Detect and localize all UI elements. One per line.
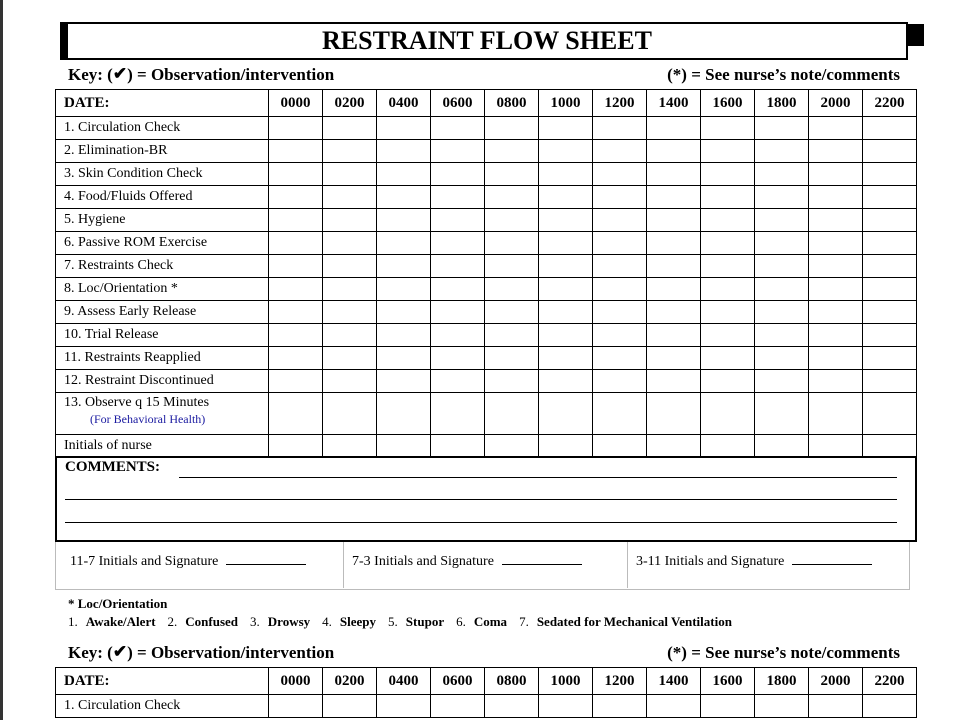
check-icon: ✔ xyxy=(112,642,128,661)
entry-cell[interactable] xyxy=(863,393,917,435)
row-label: 5. Hygiene xyxy=(56,209,269,232)
table-row xyxy=(56,435,917,458)
entry-cell[interactable] xyxy=(323,255,377,278)
entry-cell[interactable] xyxy=(377,278,431,301)
time-header-1400: 1400 xyxy=(647,668,701,695)
entry-cell[interactable] xyxy=(269,140,323,163)
entry-cell[interactable] xyxy=(809,163,863,186)
entry-cell[interactable] xyxy=(593,140,647,163)
check-icon: ✔ xyxy=(112,64,128,83)
entry-cell[interactable] xyxy=(323,232,377,255)
entry-cell[interactable] xyxy=(701,695,755,718)
entry-cell[interactable] xyxy=(755,278,809,301)
time-header-1000: 1000 xyxy=(539,668,593,695)
entry-cell[interactable] xyxy=(269,209,323,232)
entry-cell[interactable] xyxy=(809,278,863,301)
entry-cell[interactable] xyxy=(539,209,593,232)
comment-line[interactable] xyxy=(65,522,897,523)
entry-cell[interactable] xyxy=(431,370,485,393)
time-header-1200: 1200 xyxy=(593,90,647,117)
loc-item: 6. Coma xyxy=(456,614,508,629)
comments-box xyxy=(55,456,917,542)
signature-section xyxy=(55,542,910,590)
entry-cell[interactable] xyxy=(431,186,485,209)
entry-cell[interactable] xyxy=(269,163,323,186)
entry-cell[interactable] xyxy=(593,435,647,458)
entry-cell[interactable] xyxy=(377,695,431,718)
time-header-0200: 0200 xyxy=(323,90,377,117)
entry-cell[interactable] xyxy=(593,347,647,370)
entry-cell[interactable] xyxy=(701,347,755,370)
entry-cell[interactable] xyxy=(701,163,755,186)
key-legend-repeat xyxy=(68,642,900,664)
loc-item: 5. Stupor xyxy=(388,614,445,629)
signature-divider xyxy=(343,542,344,588)
time-header-row xyxy=(56,668,917,695)
time-header-0200: 0200 xyxy=(323,668,377,695)
entry-cell[interactable] xyxy=(539,393,593,435)
time-header-1000: 1000 xyxy=(539,90,593,117)
entry-cell[interactable] xyxy=(755,347,809,370)
entry-cell[interactable] xyxy=(701,117,755,140)
entry-cell[interactable] xyxy=(593,209,647,232)
entry-cell[interactable] xyxy=(593,301,647,324)
entry-cell[interactable] xyxy=(431,278,485,301)
entry-cell[interactable] xyxy=(485,232,539,255)
entry-cell[interactable] xyxy=(863,232,917,255)
entry-cell[interactable] xyxy=(755,255,809,278)
entry-cell[interactable] xyxy=(539,370,593,393)
entry-cell[interactable] xyxy=(863,140,917,163)
entry-cell[interactable] xyxy=(863,370,917,393)
entry-cell[interactable] xyxy=(539,695,593,718)
entry-cell[interactable] xyxy=(431,209,485,232)
entry-cell[interactable] xyxy=(323,209,377,232)
loc-item: 7. Sedated for Mechanical Ventilation xyxy=(519,614,732,629)
date-header: DATE: xyxy=(56,668,269,695)
time-header-0400: 0400 xyxy=(377,90,431,117)
entry-cell[interactable] xyxy=(593,695,647,718)
entry-cell[interactable] xyxy=(647,393,701,435)
entry-cell[interactable] xyxy=(269,117,323,140)
entry-cell[interactable] xyxy=(863,695,917,718)
entry-cell[interactable] xyxy=(539,117,593,140)
entry-cell[interactable] xyxy=(809,435,863,458)
entry-cell[interactable] xyxy=(863,163,917,186)
row-label: 10. Trial Release xyxy=(56,324,269,347)
loc-orientation-list xyxy=(68,614,744,630)
flow-sheet-table-second xyxy=(55,667,917,718)
entry-cell[interactable] xyxy=(323,347,377,370)
entry-cell[interactable] xyxy=(539,435,593,458)
time-header-1200: 1200 xyxy=(593,668,647,695)
time-header-1400: 1400 xyxy=(647,90,701,117)
entry-cell[interactable] xyxy=(539,301,593,324)
entry-cell[interactable] xyxy=(485,117,539,140)
entry-cell[interactable] xyxy=(647,370,701,393)
entry-cell[interactable] xyxy=(809,347,863,370)
entry-cell[interactable] xyxy=(701,370,755,393)
key-nurse-note: (*) = See nurse’s note/comments xyxy=(667,65,900,84)
signature-line[interactable] xyxy=(226,552,306,565)
time-header-2200: 2200 xyxy=(863,668,917,695)
entry-cell[interactable] xyxy=(647,278,701,301)
entry-cell[interactable] xyxy=(485,209,539,232)
entry-cell[interactable] xyxy=(755,140,809,163)
entry-cell[interactable] xyxy=(377,232,431,255)
signature-line[interactable] xyxy=(502,552,582,565)
key-nurse-note: (*) = See nurse’s note/comments xyxy=(667,643,900,662)
title-corner-mark xyxy=(908,24,924,46)
signature-11-7: 11-7 Initials and Signature xyxy=(70,542,306,588)
row-label: 3. Skin Condition Check xyxy=(56,163,269,186)
time-header-row xyxy=(56,90,917,117)
entry-cell[interactable] xyxy=(863,347,917,370)
row-label: 1. Circulation Check xyxy=(56,695,269,718)
entry-cell[interactable] xyxy=(647,140,701,163)
entry-cell[interactable] xyxy=(323,324,377,347)
entry-cell[interactable] xyxy=(647,301,701,324)
entry-cell[interactable] xyxy=(701,278,755,301)
entry-cell[interactable] xyxy=(485,435,539,458)
time-header-1800: 1800 xyxy=(755,90,809,117)
entry-cell[interactable] xyxy=(809,117,863,140)
entry-cell[interactable] xyxy=(755,209,809,232)
row-label: 11. Restraints Reapplied xyxy=(56,347,269,370)
table-row xyxy=(56,695,917,718)
entry-cell[interactable] xyxy=(431,163,485,186)
signature-line[interactable] xyxy=(792,552,872,565)
entry-cell[interactable] xyxy=(539,324,593,347)
time-header-0400: 0400 xyxy=(377,668,431,695)
entry-cell[interactable] xyxy=(323,370,377,393)
row-label: 1. Circulation Check xyxy=(56,117,269,140)
entry-cell[interactable] xyxy=(593,255,647,278)
comment-line[interactable] xyxy=(65,499,897,500)
entry-cell[interactable] xyxy=(377,163,431,186)
entry-cell[interactable] xyxy=(647,186,701,209)
time-header-0600: 0600 xyxy=(431,90,485,117)
entry-cell[interactable] xyxy=(701,232,755,255)
entry-cell[interactable] xyxy=(647,324,701,347)
entry-cell[interactable] xyxy=(701,209,755,232)
entry-cell[interactable] xyxy=(809,186,863,209)
entry-cell[interactable] xyxy=(431,695,485,718)
behavioral-health-note: (For Behavioral Health) xyxy=(90,412,206,426)
entry-cell[interactable] xyxy=(539,140,593,163)
entry-cell[interactable] xyxy=(323,163,377,186)
page-title: RESTRAINT FLOW SHEET xyxy=(60,22,908,60)
row-label: 6. Passive ROM Exercise xyxy=(56,232,269,255)
entry-cell[interactable] xyxy=(269,347,323,370)
entry-cell[interactable] xyxy=(323,393,377,435)
table-row xyxy=(56,186,917,209)
entry-cell[interactable] xyxy=(755,435,809,458)
entry-cell[interactable] xyxy=(809,255,863,278)
entry-cell[interactable] xyxy=(647,347,701,370)
entry-cell[interactable] xyxy=(863,435,917,458)
signature-3-11: 3-11 Initials and Signature xyxy=(636,542,872,588)
entry-cell[interactable] xyxy=(863,209,917,232)
comments-label: COMMENTS: xyxy=(65,459,160,475)
time-header-0800: 0800 xyxy=(485,90,539,117)
entry-cell[interactable] xyxy=(755,695,809,718)
loc-item: 2. Confused xyxy=(167,614,239,629)
entry-cell[interactable] xyxy=(755,186,809,209)
key-observation: Key: (✔) = Observation/intervention xyxy=(68,642,335,662)
entry-cell[interactable] xyxy=(377,370,431,393)
entry-cell[interactable] xyxy=(269,695,323,718)
entry-cell[interactable] xyxy=(377,347,431,370)
entry-cell[interactable] xyxy=(269,255,323,278)
entry-cell[interactable] xyxy=(431,232,485,255)
entry-cell[interactable] xyxy=(593,393,647,435)
row-label: 4. Food/Fluids Offered xyxy=(56,186,269,209)
table-row xyxy=(56,301,917,324)
entry-cell[interactable] xyxy=(485,163,539,186)
entry-cell[interactable] xyxy=(647,255,701,278)
entry-cell[interactable] xyxy=(863,278,917,301)
time-header-2000: 2000 xyxy=(809,90,863,117)
entry-cell[interactable] xyxy=(431,347,485,370)
entry-cell[interactable] xyxy=(701,140,755,163)
entry-cell[interactable] xyxy=(485,393,539,435)
entry-cell[interactable] xyxy=(431,393,485,435)
row-label: 13. Observe q 15 Minutes (For Behavioral Health) xyxy=(56,393,269,435)
entry-cell[interactable] xyxy=(863,301,917,324)
entry-cell[interactable] xyxy=(269,393,323,435)
entry-cell[interactable] xyxy=(431,324,485,347)
entry-cell[interactable] xyxy=(701,435,755,458)
entry-cell[interactable] xyxy=(701,186,755,209)
key-observation: Key: (✔) = Observation/intervention xyxy=(68,64,335,84)
table-row xyxy=(56,370,917,393)
entry-cell[interactable] xyxy=(269,324,323,347)
entry-cell[interactable] xyxy=(809,301,863,324)
entry-cell[interactable] xyxy=(485,140,539,163)
entry-cell[interactable] xyxy=(593,186,647,209)
entry-cell[interactable] xyxy=(269,186,323,209)
entry-cell[interactable] xyxy=(269,301,323,324)
row-label: 9. Assess Early Release xyxy=(56,301,269,324)
entry-cell[interactable] xyxy=(755,301,809,324)
table-row xyxy=(56,232,917,255)
entry-cell[interactable] xyxy=(647,695,701,718)
entry-cell[interactable] xyxy=(755,163,809,186)
entry-cell[interactable] xyxy=(593,278,647,301)
date-header: DATE: xyxy=(56,90,269,117)
time-header-0800: 0800 xyxy=(485,668,539,695)
entry-cell[interactable] xyxy=(323,278,377,301)
signature-divider xyxy=(627,542,628,588)
entry-cell[interactable] xyxy=(701,255,755,278)
row-label: 12. Restraint Discontinued xyxy=(56,370,269,393)
table-row xyxy=(56,393,917,435)
entry-cell[interactable] xyxy=(269,370,323,393)
entry-cell[interactable] xyxy=(485,255,539,278)
entry-cell[interactable] xyxy=(377,435,431,458)
table-row xyxy=(56,117,917,140)
entry-cell[interactable] xyxy=(701,393,755,435)
entry-cell[interactable] xyxy=(863,255,917,278)
entry-cell[interactable] xyxy=(809,140,863,163)
entry-cell[interactable] xyxy=(269,232,323,255)
table-row xyxy=(56,347,917,370)
entry-cell[interactable] xyxy=(539,186,593,209)
entry-cell[interactable] xyxy=(431,117,485,140)
table-row xyxy=(56,255,917,278)
entry-cell[interactable] xyxy=(485,324,539,347)
row-label: 7. Restraints Check xyxy=(56,255,269,278)
entry-cell[interactable] xyxy=(323,140,377,163)
entry-cell[interactable] xyxy=(755,370,809,393)
entry-cell[interactable] xyxy=(755,324,809,347)
entry-cell[interactable] xyxy=(431,140,485,163)
entry-cell[interactable] xyxy=(593,163,647,186)
comment-line[interactable] xyxy=(179,477,897,478)
entry-cell[interactable] xyxy=(647,163,701,186)
entry-cell[interactable] xyxy=(593,370,647,393)
loc-item: 3. Drowsy xyxy=(250,614,311,629)
table-row xyxy=(56,278,917,301)
time-header-0600: 0600 xyxy=(431,668,485,695)
entry-cell[interactable] xyxy=(755,232,809,255)
entry-cell[interactable] xyxy=(377,393,431,435)
entry-cell[interactable] xyxy=(809,232,863,255)
entry-cell[interactable] xyxy=(323,435,377,458)
table-row xyxy=(56,324,917,347)
table-row xyxy=(56,209,917,232)
entry-cell[interactable] xyxy=(539,232,593,255)
entry-cell[interactable] xyxy=(647,232,701,255)
flow-sheet-table xyxy=(55,89,917,458)
time-header-1800: 1800 xyxy=(755,668,809,695)
entry-cell[interactable] xyxy=(269,278,323,301)
entry-cell[interactable] xyxy=(647,117,701,140)
entry-cell[interactable] xyxy=(809,324,863,347)
entry-cell[interactable] xyxy=(863,117,917,140)
entry-cell[interactable] xyxy=(485,278,539,301)
entry-cell[interactable] xyxy=(755,393,809,435)
entry-cell[interactable] xyxy=(377,117,431,140)
entry-cell[interactable] xyxy=(377,186,431,209)
time-header-0000: 0000 xyxy=(269,90,323,117)
entry-cell[interactable] xyxy=(485,370,539,393)
time-header-2000: 2000 xyxy=(809,668,863,695)
key-legend xyxy=(68,64,900,86)
loc-item: 4. Sleepy xyxy=(322,614,377,629)
time-header-1600: 1600 xyxy=(701,90,755,117)
row-label: 2. Elimination-BR xyxy=(56,140,269,163)
entry-cell[interactable] xyxy=(485,301,539,324)
page-left-edge xyxy=(0,0,3,720)
loc-orientation-heading: * Loc/Orientation xyxy=(68,596,168,611)
entry-cell[interactable] xyxy=(809,695,863,718)
entry-cell[interactable] xyxy=(809,393,863,435)
entry-cell[interactable] xyxy=(593,324,647,347)
entry-cell[interactable] xyxy=(539,278,593,301)
time-header-0000: 0000 xyxy=(269,668,323,695)
entry-cell[interactable] xyxy=(377,301,431,324)
entry-cell[interactable] xyxy=(431,435,485,458)
entry-cell[interactable] xyxy=(485,347,539,370)
entry-cell[interactable] xyxy=(701,301,755,324)
row-label: 8. Loc/Orientation * xyxy=(56,278,269,301)
time-header-1600: 1600 xyxy=(701,668,755,695)
entry-cell[interactable] xyxy=(539,163,593,186)
entry-cell[interactable] xyxy=(755,117,809,140)
entry-cell[interactable] xyxy=(647,209,701,232)
entry-cell[interactable] xyxy=(377,140,431,163)
entry-cell[interactable] xyxy=(485,186,539,209)
entry-cell[interactable] xyxy=(863,324,917,347)
entry-cell[interactable] xyxy=(323,117,377,140)
entry-cell[interactable] xyxy=(539,347,593,370)
entry-cell[interactable] xyxy=(323,301,377,324)
signature-7-3: 7-3 Initials and Signature xyxy=(352,542,582,588)
table-row xyxy=(56,140,917,163)
entry-cell[interactable] xyxy=(809,209,863,232)
entry-cell[interactable] xyxy=(647,435,701,458)
entry-cell[interactable] xyxy=(485,695,539,718)
row-label: Initials of nurse xyxy=(56,435,269,458)
loc-item: 1. Awake/Alert xyxy=(68,614,156,629)
entry-cell[interactable] xyxy=(323,695,377,718)
entry-cell[interactable] xyxy=(863,186,917,209)
entry-cell[interactable] xyxy=(809,370,863,393)
entry-cell[interactable] xyxy=(377,209,431,232)
entry-cell[interactable] xyxy=(377,255,431,278)
entry-cell[interactable] xyxy=(377,324,431,347)
entry-cell[interactable] xyxy=(593,117,647,140)
entry-cell[interactable] xyxy=(269,435,323,458)
entry-cell[interactable] xyxy=(593,232,647,255)
entry-cell[interactable] xyxy=(539,255,593,278)
time-header-2200: 2200 xyxy=(863,90,917,117)
entry-cell[interactable] xyxy=(323,186,377,209)
entry-cell[interactable] xyxy=(431,301,485,324)
entry-cell[interactable] xyxy=(431,255,485,278)
entry-cell[interactable] xyxy=(701,324,755,347)
table-row xyxy=(56,163,917,186)
